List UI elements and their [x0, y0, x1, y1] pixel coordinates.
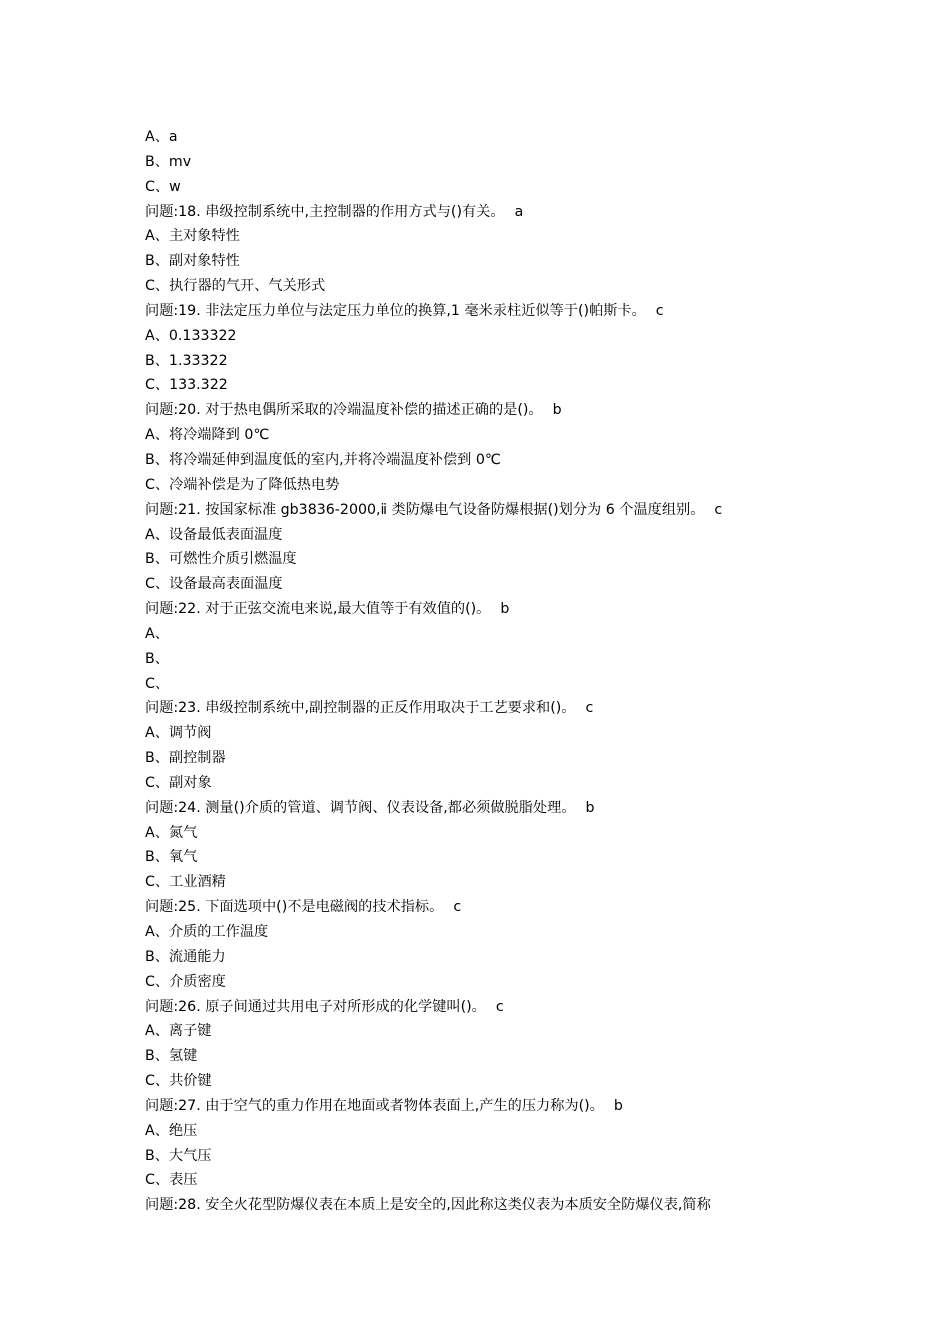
option-line — [145, 1069, 825, 1094]
option-text: C、副对象 — [145, 774, 212, 791]
option-line — [145, 970, 825, 995]
option-line — [145, 448, 825, 473]
option-line — [145, 945, 825, 970]
question-line — [145, 498, 825, 523]
question-text: 问题:19. 非法定压力单位与法定压力单位的换算,1 毫米汞柱近似等于()帕斯卡。 — [145, 302, 646, 319]
question-line — [145, 1193, 825, 1218]
option-text: B、大气压 — [145, 1147, 212, 1164]
question-line — [145, 597, 825, 622]
question-line — [145, 895, 825, 920]
option-text: C、 — [145, 675, 170, 692]
answer-key: c — [453, 899, 462, 916]
option-line — [145, 1019, 825, 1044]
option-line — [145, 647, 825, 672]
answer-key: b — [585, 799, 595, 816]
option-text: B、 — [145, 650, 169, 667]
option-line — [145, 249, 825, 274]
option-line — [145, 1168, 825, 1193]
option-line — [145, 274, 825, 299]
option-text: A、设备最低表面温度 — [145, 526, 283, 543]
option-line — [145, 349, 825, 374]
answer-key: a — [514, 203, 524, 220]
option-text: C、设备最高表面温度 — [145, 576, 283, 593]
question-list — [145, 125, 825, 1218]
option-line — [145, 547, 825, 572]
question-text: 问题:24. 测量()介质的管道、调节阀、仪表设备,都必须做脱脂处理。 — [145, 799, 576, 816]
option-line — [145, 150, 825, 175]
option-line — [145, 1044, 825, 1069]
option-line — [145, 746, 825, 771]
option-line — [145, 324, 825, 349]
option-text: B、副对象特性 — [145, 253, 240, 270]
option-text: B、1.33322 — [145, 352, 228, 369]
option-line — [145, 473, 825, 498]
option-text: A、介质的工作温度 — [145, 924, 269, 940]
option-text: C、冷端补偿是为了降低热电势 — [145, 476, 340, 493]
option-text: A、将冷端降到 0℃ — [145, 427, 270, 444]
question-text: 问题:22. 对于正弦交流电来说,最大值等于有效值的()。 — [145, 601, 491, 618]
question-line — [145, 299, 825, 324]
option-text: A、离子键 — [145, 1023, 212, 1040]
option-line — [145, 175, 825, 200]
option-line — [145, 125, 825, 150]
option-text: B、氢键 — [145, 1048, 198, 1065]
option-line — [145, 845, 825, 870]
option-text: C、执行器的气开、气关形式 — [145, 278, 326, 295]
question-text: 问题:28. 安全火花型防爆仪表在本质上是安全的,因此称这类仪表为本质安全防爆仪表,简称 — [145, 1197, 711, 1214]
answer-key: c — [585, 700, 594, 717]
answer-key: c — [714, 501, 723, 518]
option-line — [145, 572, 825, 597]
option-text: A、调节阀 — [145, 725, 212, 742]
option-text: B、副控制器 — [145, 750, 226, 767]
question-line — [145, 1094, 825, 1119]
option-text: B、可燃性介质引燃温度 — [145, 551, 297, 568]
option-text: C、表压 — [145, 1172, 198, 1189]
option-text: B、流通能力 — [145, 948, 226, 965]
option-text: A、 — [145, 625, 169, 642]
option-line — [145, 721, 825, 746]
question-text: 问题:18. 串级控制系统中,主控制器的作用方式与()有关。 — [145, 203, 505, 220]
option-text: C、共价键 — [145, 1073, 212, 1090]
option-text: C、w — [145, 178, 181, 195]
option-line — [145, 224, 825, 249]
answer-key: b — [613, 1097, 623, 1114]
option-text: A、主对象特性 — [145, 228, 240, 245]
answer-key: c — [495, 998, 504, 1015]
option-text: B、mv — [145, 153, 192, 170]
option-line — [145, 821, 825, 846]
question-text: 问题:25. 下面选项中()不是电磁阀的技术指标。 — [145, 899, 444, 916]
option-line — [145, 870, 825, 895]
question-text: 问题:21. 按国家标准 gb3836-2000,ⅱ 类防爆电气设备防爆根据()划分为 6 个温度组别。 — [145, 501, 705, 518]
option-text: C、介质密度 — [145, 973, 226, 990]
option-line — [145, 1119, 825, 1144]
option-line — [145, 622, 825, 647]
option-line — [145, 672, 825, 697]
answer-key: b — [552, 402, 562, 419]
question-line — [145, 398, 825, 423]
answer-key: b — [500, 601, 510, 618]
question-text: 问题:26. 原子间通过共用电子对所形成的化学键叫()。 — [145, 998, 486, 1015]
option-line — [145, 920, 825, 945]
question-line — [145, 200, 825, 225]
option-text: A、0.133322 — [145, 327, 237, 344]
question-line — [145, 696, 825, 721]
question-text: 问题:27. 由于空气的重力作用在地面或者物体表面上,产生的压力称为()。 — [145, 1097, 604, 1114]
option-text: C、133.322 — [145, 377, 228, 394]
option-text: B、将冷端延伸到温度低的室内,并将冷端温度补偿到 0℃ — [145, 451, 501, 468]
question-text: 问题:23. 串级控制系统中,副控制器的正反作用取决于工艺要求和()。 — [145, 700, 576, 717]
option-text: A、氮气 — [145, 824, 198, 841]
option-line — [145, 771, 825, 796]
option-text: B、氧气 — [145, 849, 198, 866]
option-line — [145, 373, 825, 398]
option-text: A、绝压 — [145, 1122, 198, 1139]
option-line — [145, 423, 825, 448]
option-line — [145, 523, 825, 548]
option-line — [145, 1144, 825, 1169]
option-text: C、工业酒精 — [145, 874, 226, 891]
answer-key: c — [655, 302, 664, 319]
option-text: A、a — [145, 129, 178, 145]
question-line — [145, 796, 825, 821]
question-line — [145, 995, 825, 1020]
question-text: 问题:20. 对于热电偶所采取的冷端温度补偿的描述正确的是()。 — [145, 402, 543, 419]
